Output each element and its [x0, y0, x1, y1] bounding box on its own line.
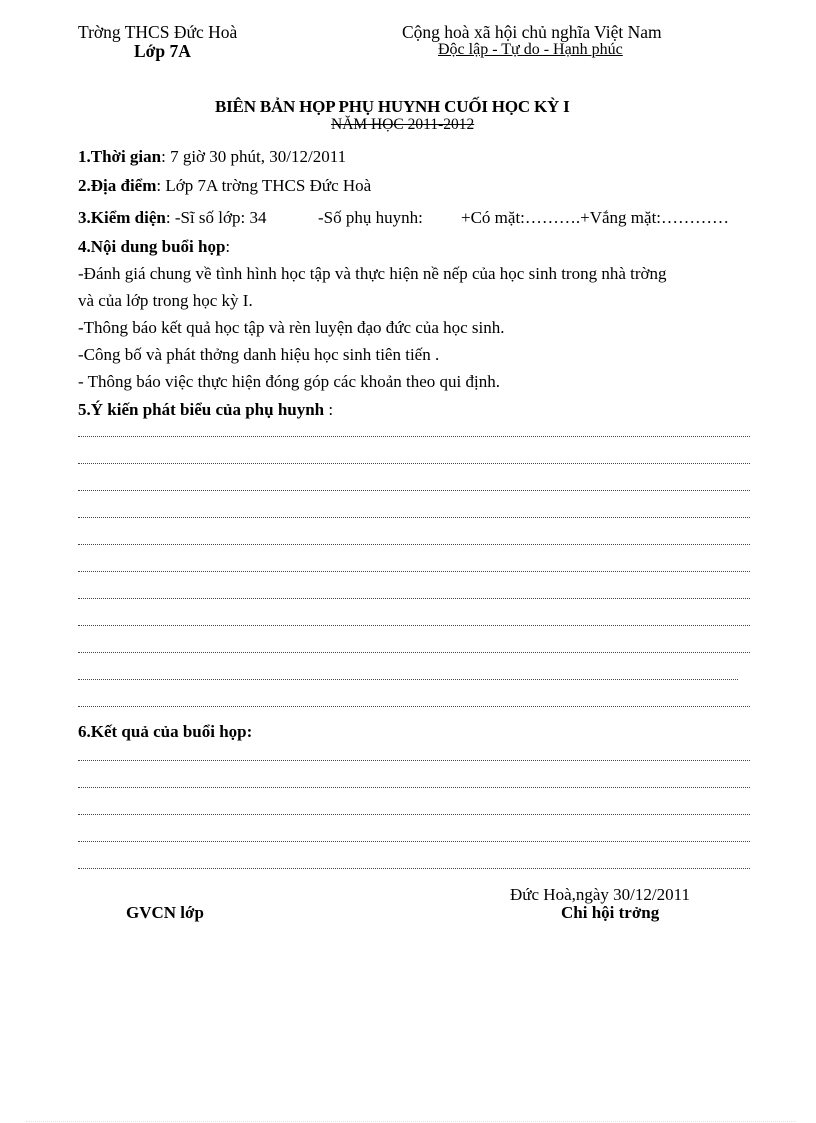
- opinions-heading: [78, 400, 333, 420]
- place-value: : Lớp 7A trờng THCS Đức Hoà: [156, 176, 372, 195]
- school-name: Trờng THCS Đức Hoà: [78, 22, 238, 42]
- content-item: và của lớp trong học kỳ I.: [78, 291, 253, 310]
- opinion-dotted-line: [78, 544, 750, 545]
- place-label: 2.Địa điểm: [78, 176, 157, 195]
- time-label: 1.Thời gian: [78, 147, 162, 166]
- result-dotted-line: [78, 787, 750, 788]
- content-item: -Thông báo kết quả học tập và rèn luyện đạo đức của học sinh.: [78, 318, 505, 337]
- place-line: [78, 176, 371, 196]
- homeroom-teacher-title: GVCN lớp: [126, 903, 204, 922]
- nation-name: Cộng hoà xã hội chủ nghĩa Việt Nam: [402, 22, 662, 42]
- opinion-dotted-line: [78, 436, 750, 437]
- content-item: -Công bố và phát thởng danh hiệu học sinh tiên tiến .: [78, 345, 440, 364]
- class-size: : -Sĩ số lớp: 34: [165, 208, 267, 227]
- opinion-dotted-line: [78, 625, 750, 626]
- content-label: 4.Nội dung buổi họp: [78, 237, 226, 256]
- opinion-dotted-line: [78, 652, 750, 653]
- content-heading: [78, 237, 230, 257]
- opinion-dotted-line: [78, 490, 750, 491]
- time-line: [78, 147, 346, 167]
- opinions-label: 5.Ý kiến phát biểu của phụ huynh: [78, 400, 325, 419]
- attendance-label: 3.Kiểm diện: [78, 208, 166, 227]
- result-dotted-line: [78, 814, 750, 815]
- result-dotted-line: [78, 760, 750, 761]
- association-head-title: Chi hội trởng: [561, 903, 660, 922]
- opinion-dotted-line: [78, 679, 738, 680]
- place-date: Đức Hoà,ngày 30/12/2011: [510, 885, 690, 904]
- content-item: -Đánh giá chung về tình hình học tập và thực hiện nề nếp của học sinh trong nhà trờng: [78, 264, 667, 283]
- page-bottom-border: [26, 1121, 796, 1122]
- parents-count: -Số phụ huynh:: [318, 208, 423, 227]
- class-name: Lớp 7A: [134, 41, 191, 61]
- school-year: NĂM HỌC 2011-2012: [331, 116, 475, 133]
- opinion-dotted-line: [78, 571, 750, 572]
- present-absent: +Có mặt:……….+Vắng mặt:…………: [461, 208, 730, 227]
- opinion-dotted-line: [78, 463, 750, 464]
- document-title: BIÊN BẢN HỌP PHỤ HUYNH CUỐI HỌC KỲ I: [215, 97, 570, 116]
- time-value: : 7 giờ 30 phút, 30/12/2011: [161, 147, 347, 166]
- attendance-line-start: [78, 208, 266, 228]
- opinion-dotted-line: [78, 706, 750, 707]
- opinion-dotted-line: [78, 517, 750, 518]
- result-dotted-line: [78, 841, 750, 842]
- content-item: - Thông báo việc thực hiện đóng góp các khoản theo qui định.: [78, 372, 500, 391]
- opinion-dotted-line: [78, 598, 750, 599]
- opinions-colon: :: [324, 400, 334, 419]
- national-motto: Độc lập - Tự do - Hạnh phúc: [438, 41, 623, 58]
- content-colon: :: [225, 237, 231, 256]
- result-dotted-line: [78, 868, 750, 869]
- results-heading: 6.Kết quả của buổi họp:: [78, 722, 253, 741]
